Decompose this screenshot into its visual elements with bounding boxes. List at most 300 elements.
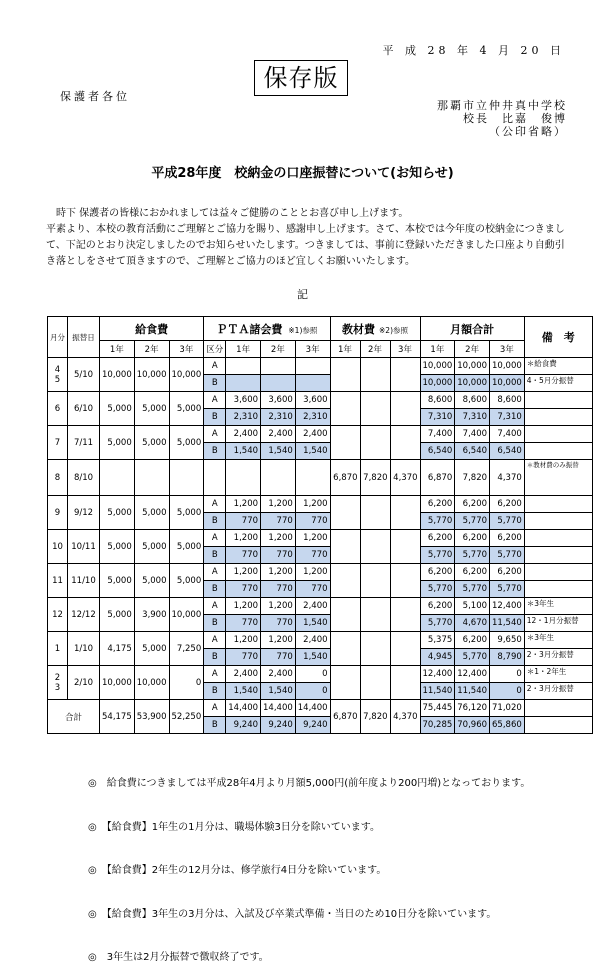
pta-cell: 9,240 [261,717,296,734]
principal-name: 校長 比嘉 俊博 [463,112,567,125]
month-cell: 8 [48,460,68,496]
materials-cell [360,392,390,426]
total-g2: 2年 [455,341,490,358]
materials-cell [330,632,360,666]
pta-cell: 770 [226,615,261,632]
materials-cell [330,598,360,632]
header-total: 月額合計 [420,317,524,341]
total-cell: 4,370 [490,460,525,496]
kubun-b: B [204,375,226,392]
pta-cell [295,460,330,496]
month-cell: 10 [48,530,68,564]
kubun-b: B [204,581,226,598]
month-cell: 11 [48,564,68,598]
pta-cell: 770 [295,581,330,598]
total-cell: 12,400 [420,666,455,683]
sender-block [437,99,567,138]
lunch-cell [134,460,169,496]
pta-cell: 3,600 [295,392,330,409]
lunch-g1: 1年 [100,341,135,358]
pta-cell: 770 [261,649,296,666]
pta-cell: 1,200 [295,530,330,547]
materials-cell [330,496,360,530]
lunch-cell: 10,000 [100,358,135,392]
total-cell: 4,945 [420,649,455,666]
table-row [48,530,593,547]
remarks-cell [524,496,592,513]
document-date: 平 成 28 年 4 月 20 日 [382,44,565,57]
month-cell: 9 [48,496,68,530]
remarks-cell [524,443,592,460]
pta-cell: 770 [261,581,296,598]
remarks-cell [524,513,592,530]
total-cell: 75,445 [420,700,455,717]
materials-cell [390,564,420,598]
remarks-cell [524,581,592,598]
kubun-b: B [204,683,226,700]
note-item: ◎ 【給食費】3年生の3月分は、入試及び卒業式準備・当日のため10日分を除いています。 [88,908,497,920]
total-cell: 7,400 [455,426,490,443]
pta-cell: 2,310 [295,409,330,426]
pta-cell [295,375,330,392]
remarks-cell [524,426,592,443]
kubun-b: B [204,443,226,460]
pta-cell: 14,400 [295,700,330,717]
date-cell: 7/11 [68,426,100,460]
header-date: 振替日 [68,317,100,358]
lunch-cell: 5,000 [100,564,135,598]
total-cell: 5,770 [420,581,455,598]
total-cell: 8,600 [490,392,525,409]
total-cell: 11,540 [455,683,490,700]
remarks-cell: ＊1・2年生 [524,666,592,683]
lunch-cell: 10,000 [169,358,204,392]
pta-cell: 770 [261,513,296,530]
total-cell: 6,200 [420,564,455,581]
remarks-cell [524,700,592,717]
month-cell: 1 [48,632,68,666]
pta-cell: 1,200 [226,530,261,547]
lunch-cell [169,460,204,496]
pta-cell: 2,400 [295,426,330,443]
header-remarks: 備 考 [524,317,592,358]
lunch-cell: 5,000 [134,564,169,598]
notes [88,748,530,980]
kubun-a: A [204,666,226,683]
pta-cell: 1,200 [261,632,296,649]
kubun-b: B [204,547,226,564]
kubun-a: A [204,358,226,375]
lunch-cell: 5,000 [100,530,135,564]
total-cell: 65,860 [490,717,525,734]
table-row [48,598,593,615]
total-cell: 8,600 [420,392,455,409]
total-cell: 10,000 [455,375,490,392]
lunch-cell: 4,175 [100,632,135,666]
date-cell: 10/11 [68,530,100,564]
lunch-cell: 10,000 [134,666,169,700]
pta-cell: 1,200 [295,564,330,581]
pta-cell: 1,200 [226,496,261,513]
total-cell: 7,310 [455,409,490,426]
total-cell: 8,600 [455,392,490,409]
lunch-cell: 5,000 [169,392,204,426]
pta-cell: 2,400 [226,426,261,443]
lunch-cell: 10,000 [100,666,135,700]
date-cell: 5/10 [68,358,100,392]
total-cell: 10,000 [420,358,455,375]
date-cell: 12/12 [68,598,100,632]
greeting-paragraph: 時下 保護者の皆様におかれましては益々ご健勝のこととお喜び申し上げます。 [56,208,409,219]
table-row [48,632,593,649]
recipient: 保護者各位 [60,90,130,103]
materials-cell [390,496,420,530]
remarks-cell: ＊3年生 [524,598,592,615]
materials-cell [360,496,390,530]
total-cell: 4,670 [455,615,490,632]
materials-cell: 6,870 [330,460,360,496]
pta-cell: 3,600 [226,392,261,409]
total-cell: 7,400 [490,426,525,443]
pta-cell: 1,540 [261,443,296,460]
body-text [46,206,566,270]
pta-cell: 770 [295,547,330,564]
lunch-cell: 0 [169,666,204,700]
pta-cell: 9,240 [226,717,261,734]
pta-cell [295,358,330,375]
total-cell: 6,200 [455,564,490,581]
table-row [48,392,593,409]
total-cell: 5,770 [420,513,455,530]
ki-heading: 記 [297,288,308,301]
pta-cell: 2,400 [226,666,261,683]
fee-table [47,316,593,734]
kubun-b: B [204,409,226,426]
pta-cell: 770 [261,615,296,632]
materials-cell [330,530,360,564]
total-cell: 12,400 [455,666,490,683]
lunch-cell: 52,250 [169,700,204,734]
pta-cell [261,358,296,375]
total-cell: 6,200 [490,564,525,581]
announcement-paragraph: 平素より、本校の教育活動にご理解とご協力を賜り、感謝申し上げます。さて、本校では今年度の校納金につきまして、下記のとおり決定しましたのでお知らせいたします。つきましては、事前に登録いただきました口座より自動引き落としをさせて頂きますので、ご理解とご協力のほど宜しくお願いいたします。 [46,224,565,267]
total-cell: 76,120 [455,700,490,717]
total-cell: 5,770 [420,615,455,632]
materials-cell [360,598,390,632]
pta-cell: 1,540 [226,683,261,700]
date-cell: 1/10 [68,632,100,666]
lunch-cell: 5,000 [134,496,169,530]
total-cell: 7,310 [420,409,455,426]
table-row [48,460,593,496]
lunch-cell: 5,000 [169,496,204,530]
remarks-cell [524,717,592,734]
materials-cell [360,564,390,598]
total-cell: 5,770 [455,649,490,666]
pta-cell: 770 [226,649,261,666]
lunch-cell: 5,000 [100,598,135,632]
materials-cell [390,666,420,700]
total-cell: 5,770 [455,547,490,564]
pta-cell: 2,310 [261,409,296,426]
remarks-cell [524,564,592,581]
pta-cell: 1,540 [295,649,330,666]
month-cell: 7 [48,426,68,460]
note-item: ◎ 【給食費】2年生の12月分は、修学旅行4日分を除いています。 [88,865,387,876]
materials-cell [330,358,360,392]
lunch-g3: 3年 [169,341,204,358]
total-label: 合計 [48,700,100,734]
total-g1: 1年 [420,341,455,358]
materials-cell [390,392,420,426]
pta-cell: 0 [295,683,330,700]
pta-cell: 1,540 [226,443,261,460]
lunch-cell: 5,000 [169,426,204,460]
total-cell: 6,870 [420,460,455,496]
mat-g3: 3年 [390,341,420,358]
remarks-cell: ＊教材費のみ振替 [524,460,592,496]
pta-cell: 1,200 [261,598,296,615]
pta-cell: 770 [226,581,261,598]
lunch-cell: 54,175 [100,700,135,734]
archive-stamp: 保存版 [254,60,348,96]
total-cell: 0 [490,683,525,700]
table-row [48,700,593,717]
kubun-a: A [204,564,226,581]
total-cell: 10,000 [420,375,455,392]
pta-cell [226,375,261,392]
materials-cell [390,426,420,460]
total-cell: 6,200 [455,632,490,649]
pta-cell: 14,400 [261,700,296,717]
total-cell: 5,100 [455,598,490,615]
mat-g2: 2年 [360,341,390,358]
kubun-a: A [204,598,226,615]
materials-cell [330,666,360,700]
table-row [48,358,593,375]
total-cell: 11,540 [420,683,455,700]
total-cell: 6,200 [455,530,490,547]
materials-cell [390,598,420,632]
total-cell: 10,000 [490,358,525,375]
remarks-cell [524,392,592,409]
total-g3: 3年 [490,341,525,358]
date-cell: 2/10 [68,666,100,700]
month-cell: 4 5 [48,358,68,392]
lunch-cell: 5,000 [100,426,135,460]
kubun-b: B [204,649,226,666]
total-cell: 5,770 [455,581,490,598]
total-cell: 6,200 [420,530,455,547]
total-cell: 5,770 [490,547,525,564]
seal-note: （公印省略） [489,125,567,138]
kubun-header: 区分 [204,341,226,358]
total-cell: 6,540 [420,443,455,460]
total-cell: 9,650 [490,632,525,649]
date-cell: 6/10 [68,392,100,426]
kubun-a: A [204,392,226,409]
date-cell: 11/10 [68,564,100,598]
total-cell: 6,200 [490,496,525,513]
kubun-a: A [204,530,226,547]
lunch-cell: 7,250 [169,632,204,666]
header-lunch: 給食費 [100,317,204,341]
lunch-g2: 2年 [134,341,169,358]
pta-cell: 1,540 [261,683,296,700]
total-cell: 10,000 [490,375,525,392]
total-cell: 70,285 [420,717,455,734]
total-cell: 7,400 [420,426,455,443]
date-cell: 8/10 [68,460,100,496]
total-cell: 70,960 [455,717,490,734]
note-item: ◎ 給食費につきましては平成28年4月より月額5,000円(前年度より200円増)となっております。 [88,778,531,789]
page-title: 平成28年度 校納金の口座振替について(お知らせ) [151,166,454,181]
pta-cell: 770 [226,513,261,530]
school-name: 那覇市立仲井真中学校 [437,99,567,112]
pta-g1: 1年 [226,341,261,358]
materials-cell: 7,820 [360,460,390,496]
total-cell: 71,020 [490,700,525,717]
materials-cell [390,530,420,564]
materials-cell [360,666,390,700]
kubun-a: A [204,426,226,443]
total-cell: 6,540 [490,443,525,460]
remarks-cell [524,409,592,426]
materials-cell: 4,370 [390,460,420,496]
lunch-cell: 5,000 [134,632,169,666]
total-cell: 6,540 [455,443,490,460]
materials-cell [330,392,360,426]
pta-cell: 2,400 [295,632,330,649]
lunch-cell: 10,000 [134,358,169,392]
lunch-cell: 5,000 [169,564,204,598]
total-cell: 6,200 [420,598,455,615]
kubun-a: A [204,632,226,649]
remarks-cell: 2・3月分振替 [524,649,592,666]
total-cell: 6,200 [490,530,525,547]
header-month: 月分 [48,317,68,358]
lunch-cell: 5,000 [100,392,135,426]
lunch-cell: 10,000 [169,598,204,632]
lunch-cell: 5,000 [134,530,169,564]
pta-cell: 1,540 [295,443,330,460]
total-cell: 7,820 [455,460,490,496]
materials-cell: 7,820 [360,700,390,734]
table-row [48,564,593,581]
date-cell: 9/12 [68,496,100,530]
pta-cell: 1,200 [226,632,261,649]
kubun-cell [204,460,226,496]
materials-cell [390,632,420,666]
pta-cell: 3,600 [261,392,296,409]
total-cell: 5,770 [490,513,525,530]
pta-cell: 1,200 [226,598,261,615]
table-row [48,496,593,513]
pta-cell [261,460,296,496]
remarks-cell: ＊3年生 [524,632,592,649]
pta-cell: 1,200 [261,496,296,513]
lunch-cell: 53,900 [134,700,169,734]
pta-cell: 2,400 [261,666,296,683]
pta-cell: 2,400 [295,598,330,615]
pta-cell: 1,200 [261,530,296,547]
note-item: ◎ 【給食費】1年生の1月分は、職場体験3日分を除いています。 [88,821,381,833]
materials-cell [360,358,390,392]
pta-cell: 9,240 [295,717,330,734]
pta-g2: 2年 [261,341,296,358]
pta-cell: 2,400 [261,426,296,443]
lunch-cell: 5,000 [134,392,169,426]
remarks-cell: 4・5月分振替 [524,375,592,392]
total-cell: 5,770 [490,581,525,598]
pta-cell: 770 [261,547,296,564]
materials-cell: 4,370 [390,700,420,734]
total-cell: 8,790 [490,649,525,666]
pta-cell: 14,400 [226,700,261,717]
pta-cell: 1,540 [295,615,330,632]
month-cell: 2 3 [48,666,68,700]
remarks-cell: 2・3月分振替 [524,683,592,700]
lunch-cell: 5,000 [169,530,204,564]
total-cell: 7,310 [490,409,525,426]
total-cell: 6,200 [420,496,455,513]
total-cell: 12,400 [490,598,525,615]
mat-g1: 1年 [330,341,360,358]
materials-cell [330,564,360,598]
remarks-cell: 12・1月分振替 [524,615,592,632]
pta-cell: 770 [295,513,330,530]
remarks-cell: ＊給食費 [524,358,592,375]
pta-cell: 1,200 [261,564,296,581]
pta-cell: 770 [226,547,261,564]
table-row [48,426,593,443]
kubun-b: B [204,717,226,734]
remarks-cell [524,530,592,547]
pta-cell: 1,200 [295,496,330,513]
pta-cell: 0 [295,666,330,683]
total-cell: 10,000 [455,358,490,375]
materials-cell [360,530,390,564]
total-cell: 6,200 [455,496,490,513]
total-cell: 5,375 [420,632,455,649]
lunch-cell: 5,000 [100,496,135,530]
lunch-cell [100,460,135,496]
kubun-b: B [204,513,226,530]
materials-cell [330,426,360,460]
kubun-b: B [204,615,226,632]
total-cell: 5,770 [455,513,490,530]
materials-cell [390,358,420,392]
month-cell: 12 [48,598,68,632]
pta-cell [261,375,296,392]
month-cell: 6 [48,392,68,426]
header-pta: ＰＴＡ諸会費 ※1)参照 [204,317,330,341]
total-cell: 0 [490,666,525,683]
note-item: ◎ 3年生は2月分振替で徴収終了です。 [88,952,269,963]
remarks-cell [524,547,592,564]
kubun-a: A [204,496,226,513]
fee-table-body [48,358,593,734]
pta-cell [226,460,261,496]
lunch-cell: 3,900 [134,598,169,632]
total-cell: 11,540 [490,615,525,632]
pta-g3: 3年 [295,341,330,358]
lunch-cell: 5,000 [134,426,169,460]
header-materials: 教材費 ※2)参照 [330,317,420,341]
pta-cell: 1,200 [226,564,261,581]
pta-cell [226,358,261,375]
table-row [48,666,593,683]
